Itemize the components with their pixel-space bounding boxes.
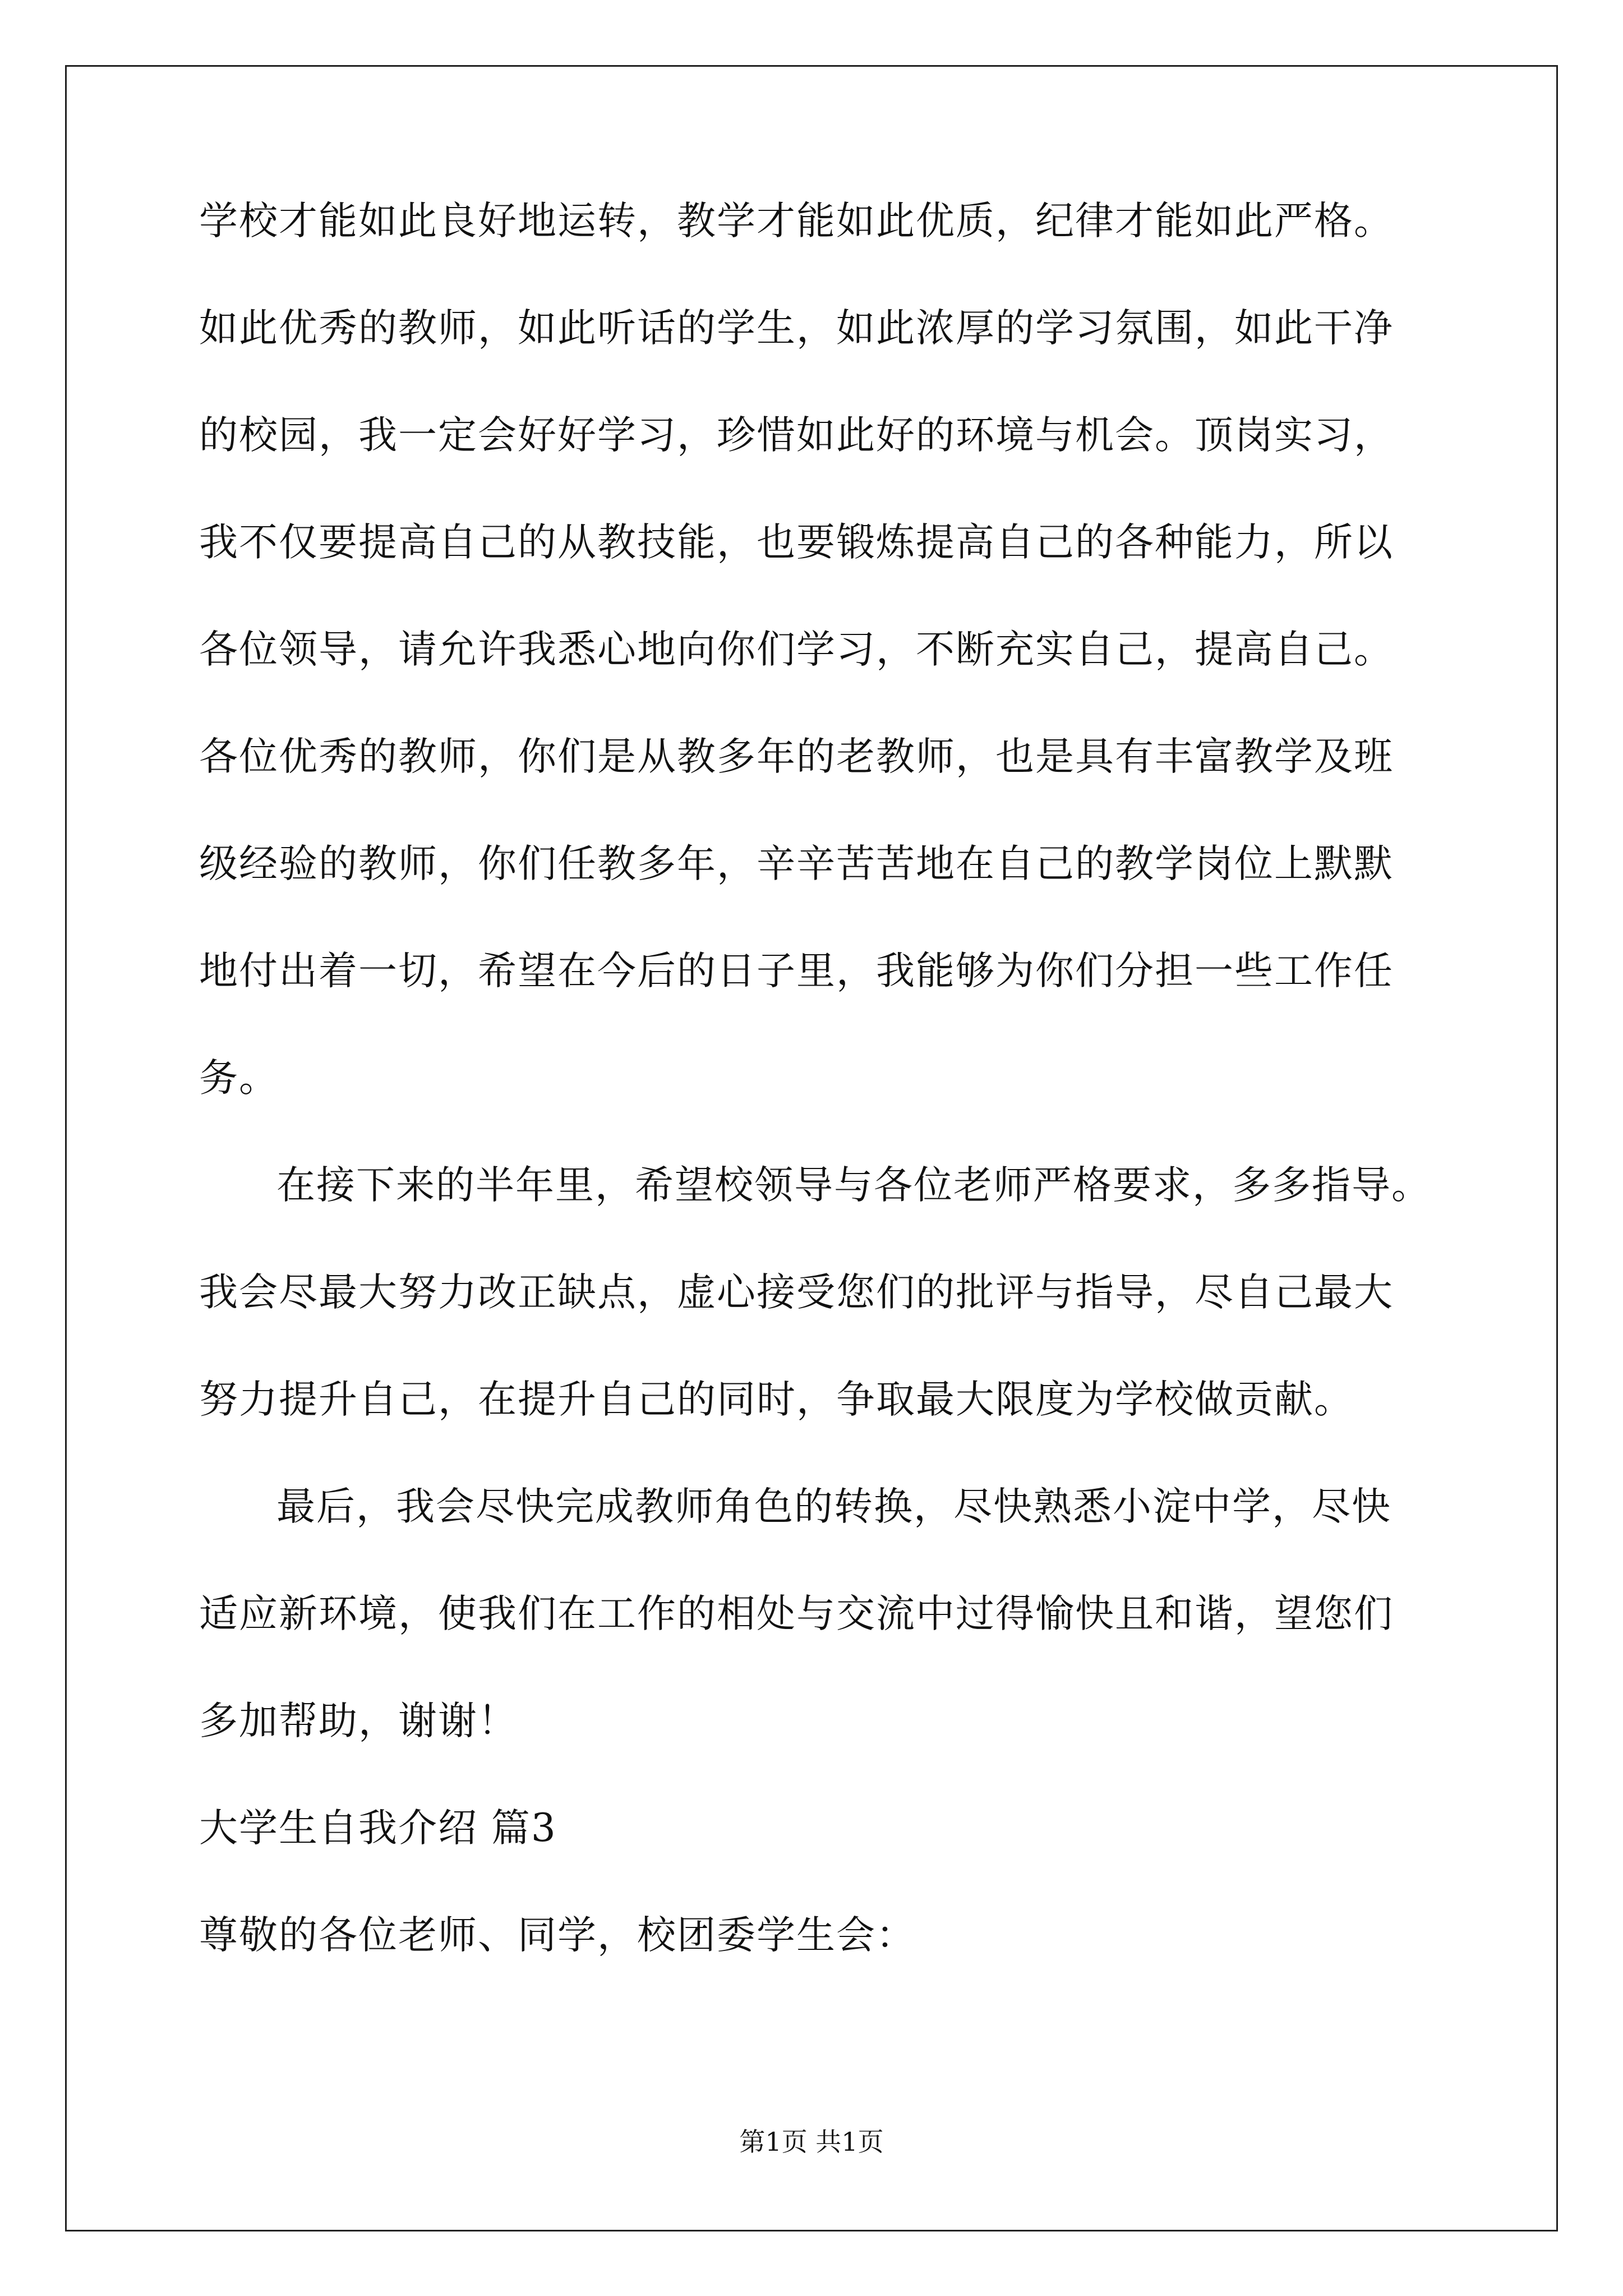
text-line: 级经验的教师，你们任教多年，辛辛苦苦地在自己的教学岗位上默默 <box>199 841 1394 886</box>
section-heading: 大学生自我介绍 篇3 <box>199 1806 557 1851</box>
text-line: 地付出着一切，希望在今后的日子里，我能够为你们分担一些工作任 <box>199 949 1394 993</box>
text-line: 适应新环境，使我们在工作的相处与交流中过得愉快且和谐，望您们 <box>199 1591 1394 1636</box>
text-line: 努力提升自己，在提升自己的同时，争取最大限度为学校做贡献。 <box>199 1377 1354 1422</box>
text-line: 各位优秀的教师，你们是从教多年的老教师，也是具有丰富教学及班 <box>199 734 1394 779</box>
salutation-line: 尊敬的各位老师、同学，校团委学生会： <box>199 1913 916 1958</box>
paragraph-start-line: 最后，我会尽快完成教师角色的转换，尽快熟悉小淀中学，尽快 <box>276 1484 1391 1529</box>
page-number-footer: 第1页 共1页 <box>739 2127 884 2157</box>
document-body <box>199 199 1450 2023</box>
text-line: 学校才能如此良好地运转，教学才能如此优质，纪律才能如此严格。 <box>199 199 1394 243</box>
text-line: 务。 <box>199 1056 279 1101</box>
text-line: 如此优秀的教师，如此听话的学生，如此浓厚的学习氛围，如此干净 <box>199 306 1394 351</box>
text-line: 我不仅要提高自己的从教技能，也要锻炼提高自己的各种能力，所以 <box>199 520 1394 565</box>
text-line: 的校园，我一定会好好学习，珍惜如此好的环境与机会。顶岗实习， <box>199 413 1394 458</box>
text-line: 多加帮助，谢谢！ <box>199 1699 518 1743</box>
text-line: 各位领导，请允许我悉心地向你们学习，不断充实自己，提高自己。 <box>199 627 1394 672</box>
paragraph-start-line: 在接下来的半年里，希望校领导与各位老师严格要求，多多指导。 <box>276 1163 1431 1208</box>
text-line: 我会尽最大努力改正缺点，虚心接受您们的批评与指导，尽自己最大 <box>199 1270 1394 1315</box>
